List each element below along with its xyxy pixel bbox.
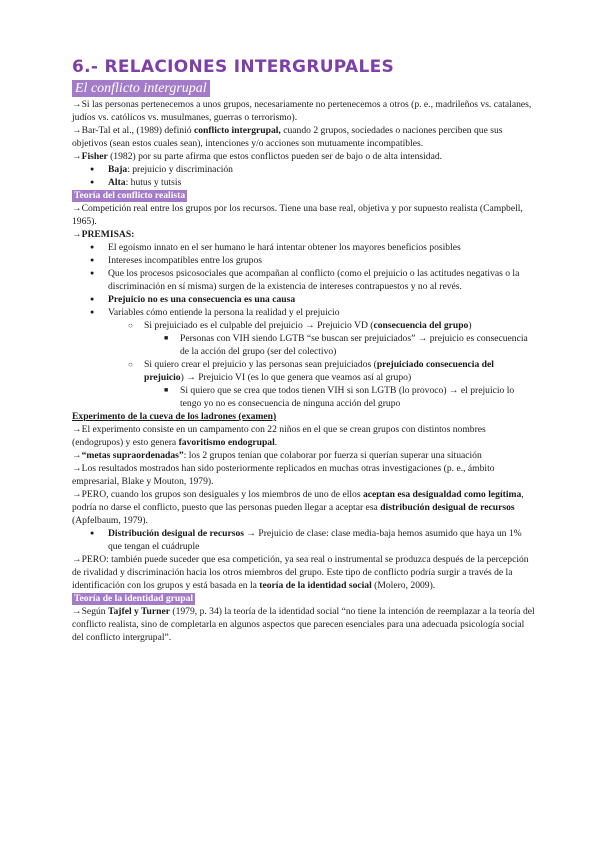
page-title: 6.- RELACIONES INTERGRUPALES xyxy=(72,57,395,77)
experiment-heading: Experimento de la cueva de los ladrones (examen) xyxy=(72,411,277,422)
paragraph-resultados: →Los resultados mostrados han sido posteriormente replicados en muchas otras investigaciones (p. e., ámbito empresarial, Blake y Mouton, 1979). xyxy=(72,463,495,487)
paragraph-bartal: →Bar-Tal et al., (1989) definió conflicto intergrupal, cuando 2 grupos, sociedades o naciones perciben que sus objetivos (sean estos cuales sean), intenciones y/o acciones son mutuamente incompatibles. xyxy=(72,125,503,149)
paragraph-tajfel: →Según Tajfel y Turner (1979, p. 34) la teoría de la identidad social “no tiene la intención de reemplazar a la teoría del conflicto realista, sino de completarla en algunos aspectos que parecen esenciales para una adecuada psicología social del conflicto intergrupal”. xyxy=(72,606,535,643)
paragraph-metas: →“metas supraordenadas”: los 2 grupos tenían que colaborar por fuerza si querían superar una situación xyxy=(72,450,482,461)
section-heading-identidad: Teoría de la identidad grupal xyxy=(74,593,194,604)
list-item: ● Que los procesos psicosociales que acompañan al conflicto (como el prejuicio o las actitudes negativas o la discriminación en sí misma) surgen de la existencia de intereses contrapuestos y no al revés. xyxy=(72,267,536,293)
list-item: ○ Si prejuiciado es el culpable del prejuicio → Prejuicio VD (consecuencia del grupo) xyxy=(72,319,536,332)
list-item: ● Alta: hutus y tutsis xyxy=(72,176,536,189)
list-item: ○ Si quiero crear el prejuicio y las personas sean prejuiciados (prejuiciado consecuencia del prejuicio) → Prejuicio VI (es lo que genera que veamos así al grupo) xyxy=(72,358,536,384)
list-item: ● Distribución desigual de recursos → Prejuicio de clase: clase media-baja hemos asumido que haya un 1% que tengan el cuádruple xyxy=(72,527,536,553)
variables-sublist xyxy=(72,358,536,384)
intensity-list xyxy=(72,163,536,189)
list-item: ● Prejuicio no es una consecuencia es una causa xyxy=(72,293,536,306)
premisas-list xyxy=(72,241,536,319)
variables-sublist xyxy=(72,319,536,332)
premisas-label: →PREMISAS: xyxy=(72,229,135,240)
paragraph-competicion: →Competición real entre los grupos por los recursos. Tiene una base real, objetiva y por supuesto realista (Campbell, 1965). xyxy=(72,203,523,227)
term-conflicto-intergrupal: conflicto intergrupal, xyxy=(193,125,281,136)
section-heading-conflicto: El conflicto intergrupal xyxy=(72,80,210,97)
section-heading-realista: Teoría del conflicto realista xyxy=(74,190,186,201)
variables-detail-list xyxy=(72,384,536,410)
list-item: ● Variables cómo entiende la persona la realidad y el prejuicio xyxy=(72,306,536,319)
variables-detail-list xyxy=(72,332,536,358)
paragraph-desigualdad: →PERO, cuando los grupos son desiguales y los miembros de uno de ellos aceptan esa desigualdad como legítima, podría no darse el conflicto, puesto que las personas pueden llegar a aceptar esa distribución desigual de recursos (Apfelbaum, 1979). xyxy=(72,489,524,526)
paragraph-campamento: →El experimento consiste en un campamento con 22 niños en el que se crean grupos con distintos nombres (endogrupos) y esto genera favoritismo endogrupal. xyxy=(72,424,486,448)
paragraph-pertenencia: →Si las personas pertenecemos a unos grupos, necesariamente no pertenecemos a otros (p. e., madrileños vs. catalanes, judíos vs. católicos vs. musulmanes, guerras o terrorismo). xyxy=(72,99,532,123)
list-item: ● El egoísmo innato en el ser humano le hará intentar obtener los mayores beneficios posibles xyxy=(72,241,536,254)
paragraph-identidad-social: →PERO: también puede suceder que esa competición, ya sea real o instrumental se produzca después de la percepción de rivalidad y discriminación hacia los otros miembros del grupo. Este tipo de conflicto podría surgir a través de la identificación con los grupos y está basada en la teoría de la identidad social (Molero, 2009). xyxy=(72,554,529,591)
list-item: ■ Personas con VIH siendo LGTB “se buscan ser prejuiciados” → prejuicio es consecuencia de la acción del grupo (ser del colectivo) xyxy=(72,332,536,358)
term-fisher: Fisher xyxy=(81,151,108,162)
paragraph-fisher: →Fisher (1982) por su parte afirma que estos conflictos pueden ser de bajo o de alta intensidad. xyxy=(72,151,443,162)
list-item: ● Baja: prejuicio y discriminación xyxy=(72,163,536,176)
distribucion-list xyxy=(72,527,536,553)
list-item: ● Intereses incompatibles entre los grupos xyxy=(72,254,536,267)
list-item: ■ Si quiero que se crea que todos tienen VIH si son LGTB (lo provoco) → el prejuicio lo tengo yo no es consecuencia de ninguna acción del grupo xyxy=(72,384,536,410)
